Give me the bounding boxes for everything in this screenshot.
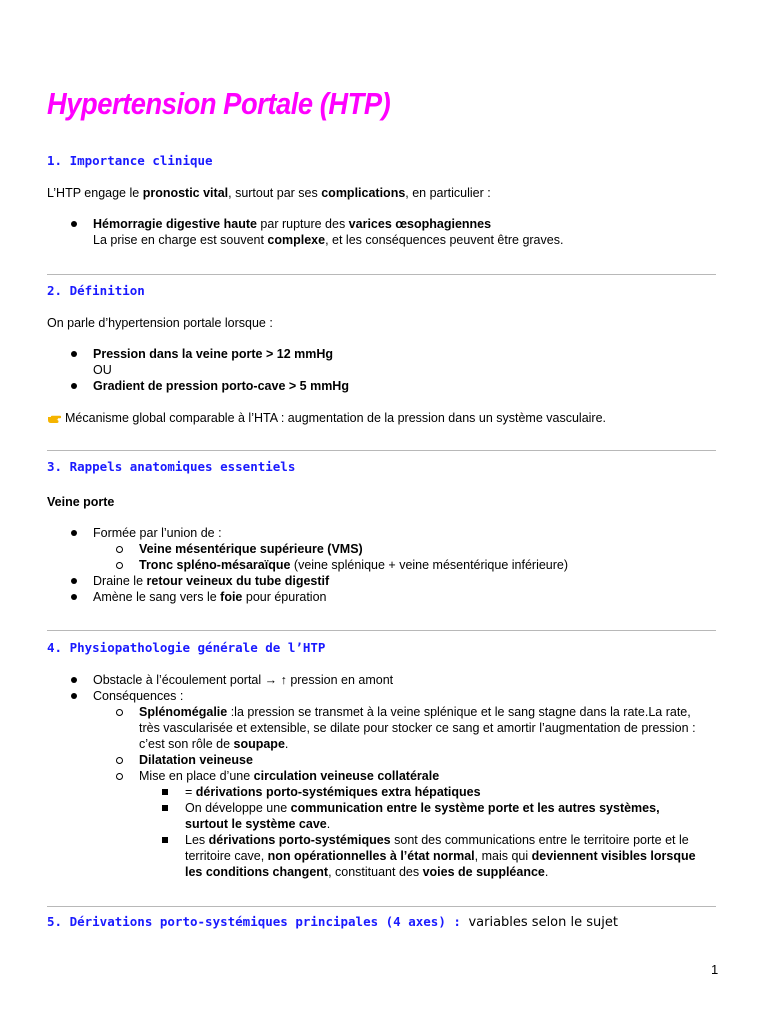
circle-bullet-icon (116, 546, 123, 553)
s4-subsub2-line1: On développe une communication entre le système porte et les autres systèmes, (185, 801, 660, 815)
s4-bullet1: Obstacle à l’écoulement portal → ↑ pression en amont (93, 673, 394, 687)
s4-bullet2: Conséquences : (93, 689, 184, 703)
s4-subsub3-line2: territoire cave, non opérationnelles à l’état normal, mais qui deviennent visibles lorsque (185, 849, 696, 863)
s1-bullet1-line1: Hémorragie digestive haute par rupture des varices œsophagiennes (93, 217, 492, 231)
divider (47, 274, 716, 275)
s2-note: Mécanisme global comparable à l’HTA : augmentation de la pression dans un système vasculaire. (47, 410, 606, 426)
bullet-icon (71, 578, 77, 584)
page-number: 1 (711, 962, 719, 977)
s3-subheading: Veine porte (47, 495, 115, 509)
pointing-hand-icon (47, 412, 61, 424)
bullet-icon (71, 530, 77, 536)
s3-bullet3: Amène le sang vers le foie pour épuration (93, 590, 327, 604)
section-5-heading: 5. Dérivations porto-systémiques principales (4 axes) : variables selon le sujet (47, 914, 618, 930)
s3-sub1: Veine mésentérique supérieure (VMS) (139, 542, 363, 556)
s2-bullet1: Pression dans la veine porte > 12 mmHg (93, 347, 334, 361)
bullet-icon (71, 594, 77, 600)
s2-bullet2: Gradient de pression porto-cave > 5 mmHg (93, 379, 349, 393)
bullet-icon (71, 693, 77, 699)
circle-bullet-icon (116, 773, 123, 780)
s2-or: OU (93, 363, 112, 377)
square-bullet-icon (162, 789, 168, 795)
s4-sub1-line3: c’est son rôle de soupape. (139, 737, 289, 751)
section-5-note: variables selon le sujet (468, 915, 618, 930)
s4-sub2: Dilatation veineuse (139, 753, 253, 767)
bullet-icon (71, 221, 77, 227)
section-1-heading: 1. Importance clinique (47, 153, 213, 168)
bullet-icon (71, 383, 77, 389)
s1-intro: L’HTP engage le pronostic vital, surtout par ses complications, en particulier : (47, 186, 491, 200)
divider (47, 450, 716, 451)
section-4-heading: 4. Physiopathologie générale de l’HTP (47, 640, 326, 655)
s4-sub1-line2: très vascularisée et extensible, se dilate pour stocker ce sang et amortir l’augmentation de pression : (139, 721, 696, 735)
s4-sub1-line1: Splénomégalie :la pression se transmet à la veine splénique et le sang stagne dans la rate.La rate, (139, 705, 691, 719)
circle-bullet-icon (116, 562, 123, 569)
s2-intro: On parle d’hypertension portale lorsque : (47, 316, 273, 330)
s4-subsub3-line3: les conditions changent, constituant des voies de suppléance. (185, 865, 549, 879)
s4-subsub3-line1: Les dérivations porto-systémiques sont des communications entre le territoire porte et le (185, 833, 689, 847)
divider (47, 906, 716, 907)
s4-subsub1: = dérivations porto-systémiques extra hépatiques (185, 785, 481, 799)
bullet-icon (71, 351, 77, 357)
circle-bullet-icon (116, 757, 123, 764)
bullet-icon (71, 677, 77, 683)
square-bullet-icon (162, 805, 168, 811)
circle-bullet-icon (116, 709, 123, 716)
page-title: Hypertension Portale (HTP) (47, 86, 391, 121)
s3-bullet1: Formée par l’union de : (93, 526, 222, 540)
s4-sub3: Mise en place d’une circulation veineuse collatérale (139, 769, 440, 783)
s3-bullet2: Draine le retour veineux du tube digestif (93, 574, 330, 588)
section-3-heading: 3. Rappels anatomiques essentiels (47, 459, 296, 474)
square-bullet-icon (162, 837, 168, 843)
s4-subsub2-line2: surtout le système cave. (185, 817, 331, 831)
s3-sub2: Tronc spléno-mésaraïque (veine splénique + veine mésentérique inférieure) (139, 558, 569, 572)
divider (47, 630, 716, 631)
section-2-heading: 2. Définition (47, 283, 145, 298)
s1-bullet1-line2: La prise en charge est souvent complexe, et les conséquences peuvent être graves. (93, 233, 564, 247)
